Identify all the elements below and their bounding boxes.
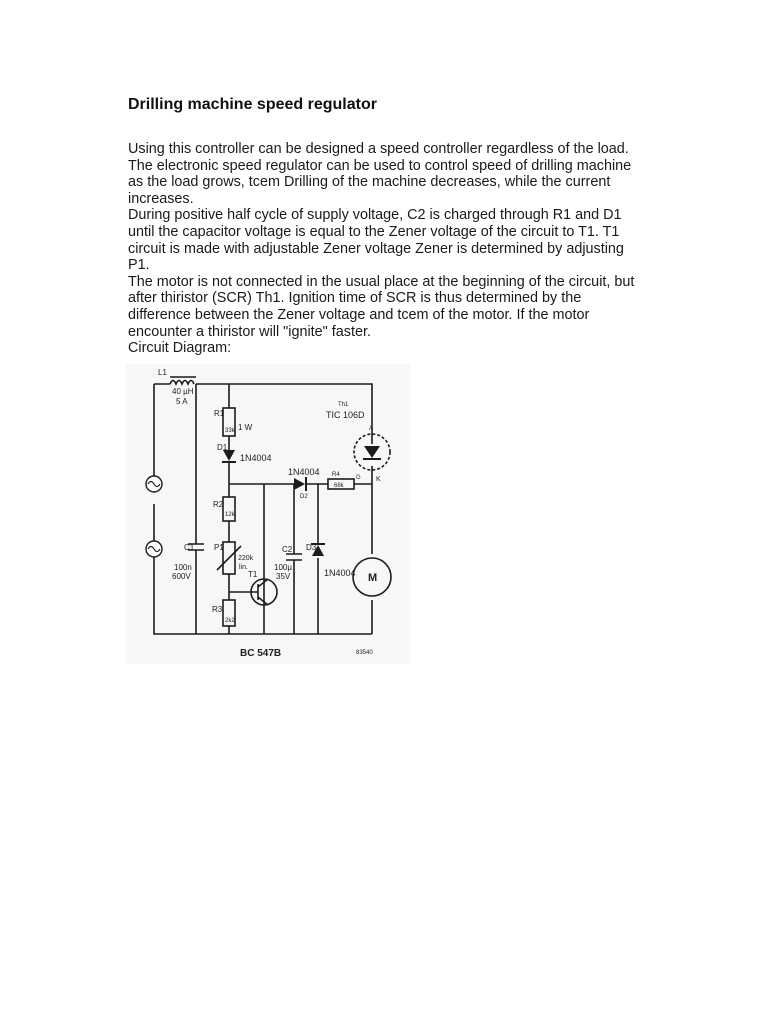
label-r4: R4 bbox=[332, 472, 340, 478]
text-line: The electronic speed regulator can be used to control speed of drilling machine bbox=[128, 157, 632, 174]
label-c2: C2 bbox=[282, 545, 293, 554]
text-line: The motor is not connected in the usual place at the beginning of the circuit, but bbox=[128, 273, 635, 290]
text-line: after thiristor (SCR) Th1. Ignition time of SCR is thus determined by the bbox=[128, 290, 582, 307]
label-r2: R2 bbox=[213, 500, 224, 509]
circuit-diagram bbox=[126, 364, 410, 664]
label-r2-value: 12k bbox=[225, 512, 235, 518]
label-p1-type: lin. bbox=[239, 564, 248, 571]
label-d3: D3 bbox=[306, 543, 317, 552]
text-line: Circuit Diagram: bbox=[128, 340, 232, 357]
body-text bbox=[128, 141, 688, 357]
label-t1-part: BC 547B bbox=[240, 648, 282, 659]
label-d3-part: 1N4004 bbox=[324, 568, 356, 578]
label-c2-value: 100µ bbox=[274, 563, 292, 572]
label-d2: D2 bbox=[300, 494, 308, 500]
label-c1-voltage: 600V bbox=[172, 572, 191, 581]
diode-d1-bar bbox=[222, 461, 236, 463]
circuit-schematic bbox=[126, 364, 410, 664]
label-p1-value: 220k bbox=[238, 555, 254, 562]
label-l1-current: 5 A bbox=[176, 397, 188, 406]
label-d2-part: 1N4004 bbox=[288, 467, 320, 477]
text-line: Using this controller can be designed a speed controller regardless of the load. bbox=[128, 141, 629, 157]
label-figure-code: 83540 bbox=[356, 650, 373, 656]
label-r1-power: 1 W bbox=[238, 423, 253, 432]
text-line: increases. bbox=[128, 190, 194, 207]
label-scr-anode: A bbox=[369, 426, 374, 432]
text-line: encounter a thiristor will "ignite" faster. bbox=[128, 323, 371, 340]
text-line: P1. bbox=[128, 257, 150, 274]
label-th1: Th1 bbox=[338, 402, 349, 408]
label-c1-value: 100n bbox=[174, 563, 192, 572]
page-title: Drilling machine speed regulator bbox=[128, 96, 377, 113]
scan-background bbox=[126, 364, 410, 664]
text-line: as the load grows, tcem Drilling of the machine decreases, while the current bbox=[128, 174, 611, 191]
label-l1-value: 40 µH bbox=[172, 387, 194, 396]
label-r3: R3 bbox=[212, 605, 223, 614]
text-line: until the capacitor voltage is equal to the Zener voltage of the circuit to T1. T1 bbox=[128, 223, 620, 240]
label-r4-value: 68k bbox=[334, 483, 344, 489]
label-c1: C1 bbox=[184, 543, 195, 552]
label-scr-cathode: K bbox=[376, 476, 381, 483]
label-p1: P1 bbox=[214, 543, 224, 552]
text-line: circuit is made with adjustable Zener voltage Zener is determined by adjusting bbox=[128, 240, 624, 257]
label-d1: D1 bbox=[217, 443, 228, 452]
text-line: During positive half cycle of supply voltage, C2 is charged through R1 and D1 bbox=[128, 207, 622, 224]
label-t1: T1 bbox=[248, 570, 258, 579]
label-r1-value: 33k bbox=[225, 428, 235, 434]
thyristor-bar bbox=[363, 458, 381, 460]
label-motor: M bbox=[368, 572, 378, 584]
label-r3-value: 2k2 bbox=[225, 618, 235, 624]
diode-d2-bar bbox=[305, 477, 307, 491]
label-l1: L1 bbox=[158, 368, 167, 377]
text-line: difference between the Zener voltage and tcem of the motor. If the motor bbox=[128, 306, 590, 323]
label-scr-gate: G bbox=[356, 475, 361, 481]
label-c2-voltage: 35V bbox=[276, 572, 291, 581]
label-r1: R1 bbox=[214, 409, 225, 418]
label-th1-part: TIC 106D bbox=[326, 410, 365, 420]
label-d1-part: 1N4004 bbox=[240, 453, 272, 463]
